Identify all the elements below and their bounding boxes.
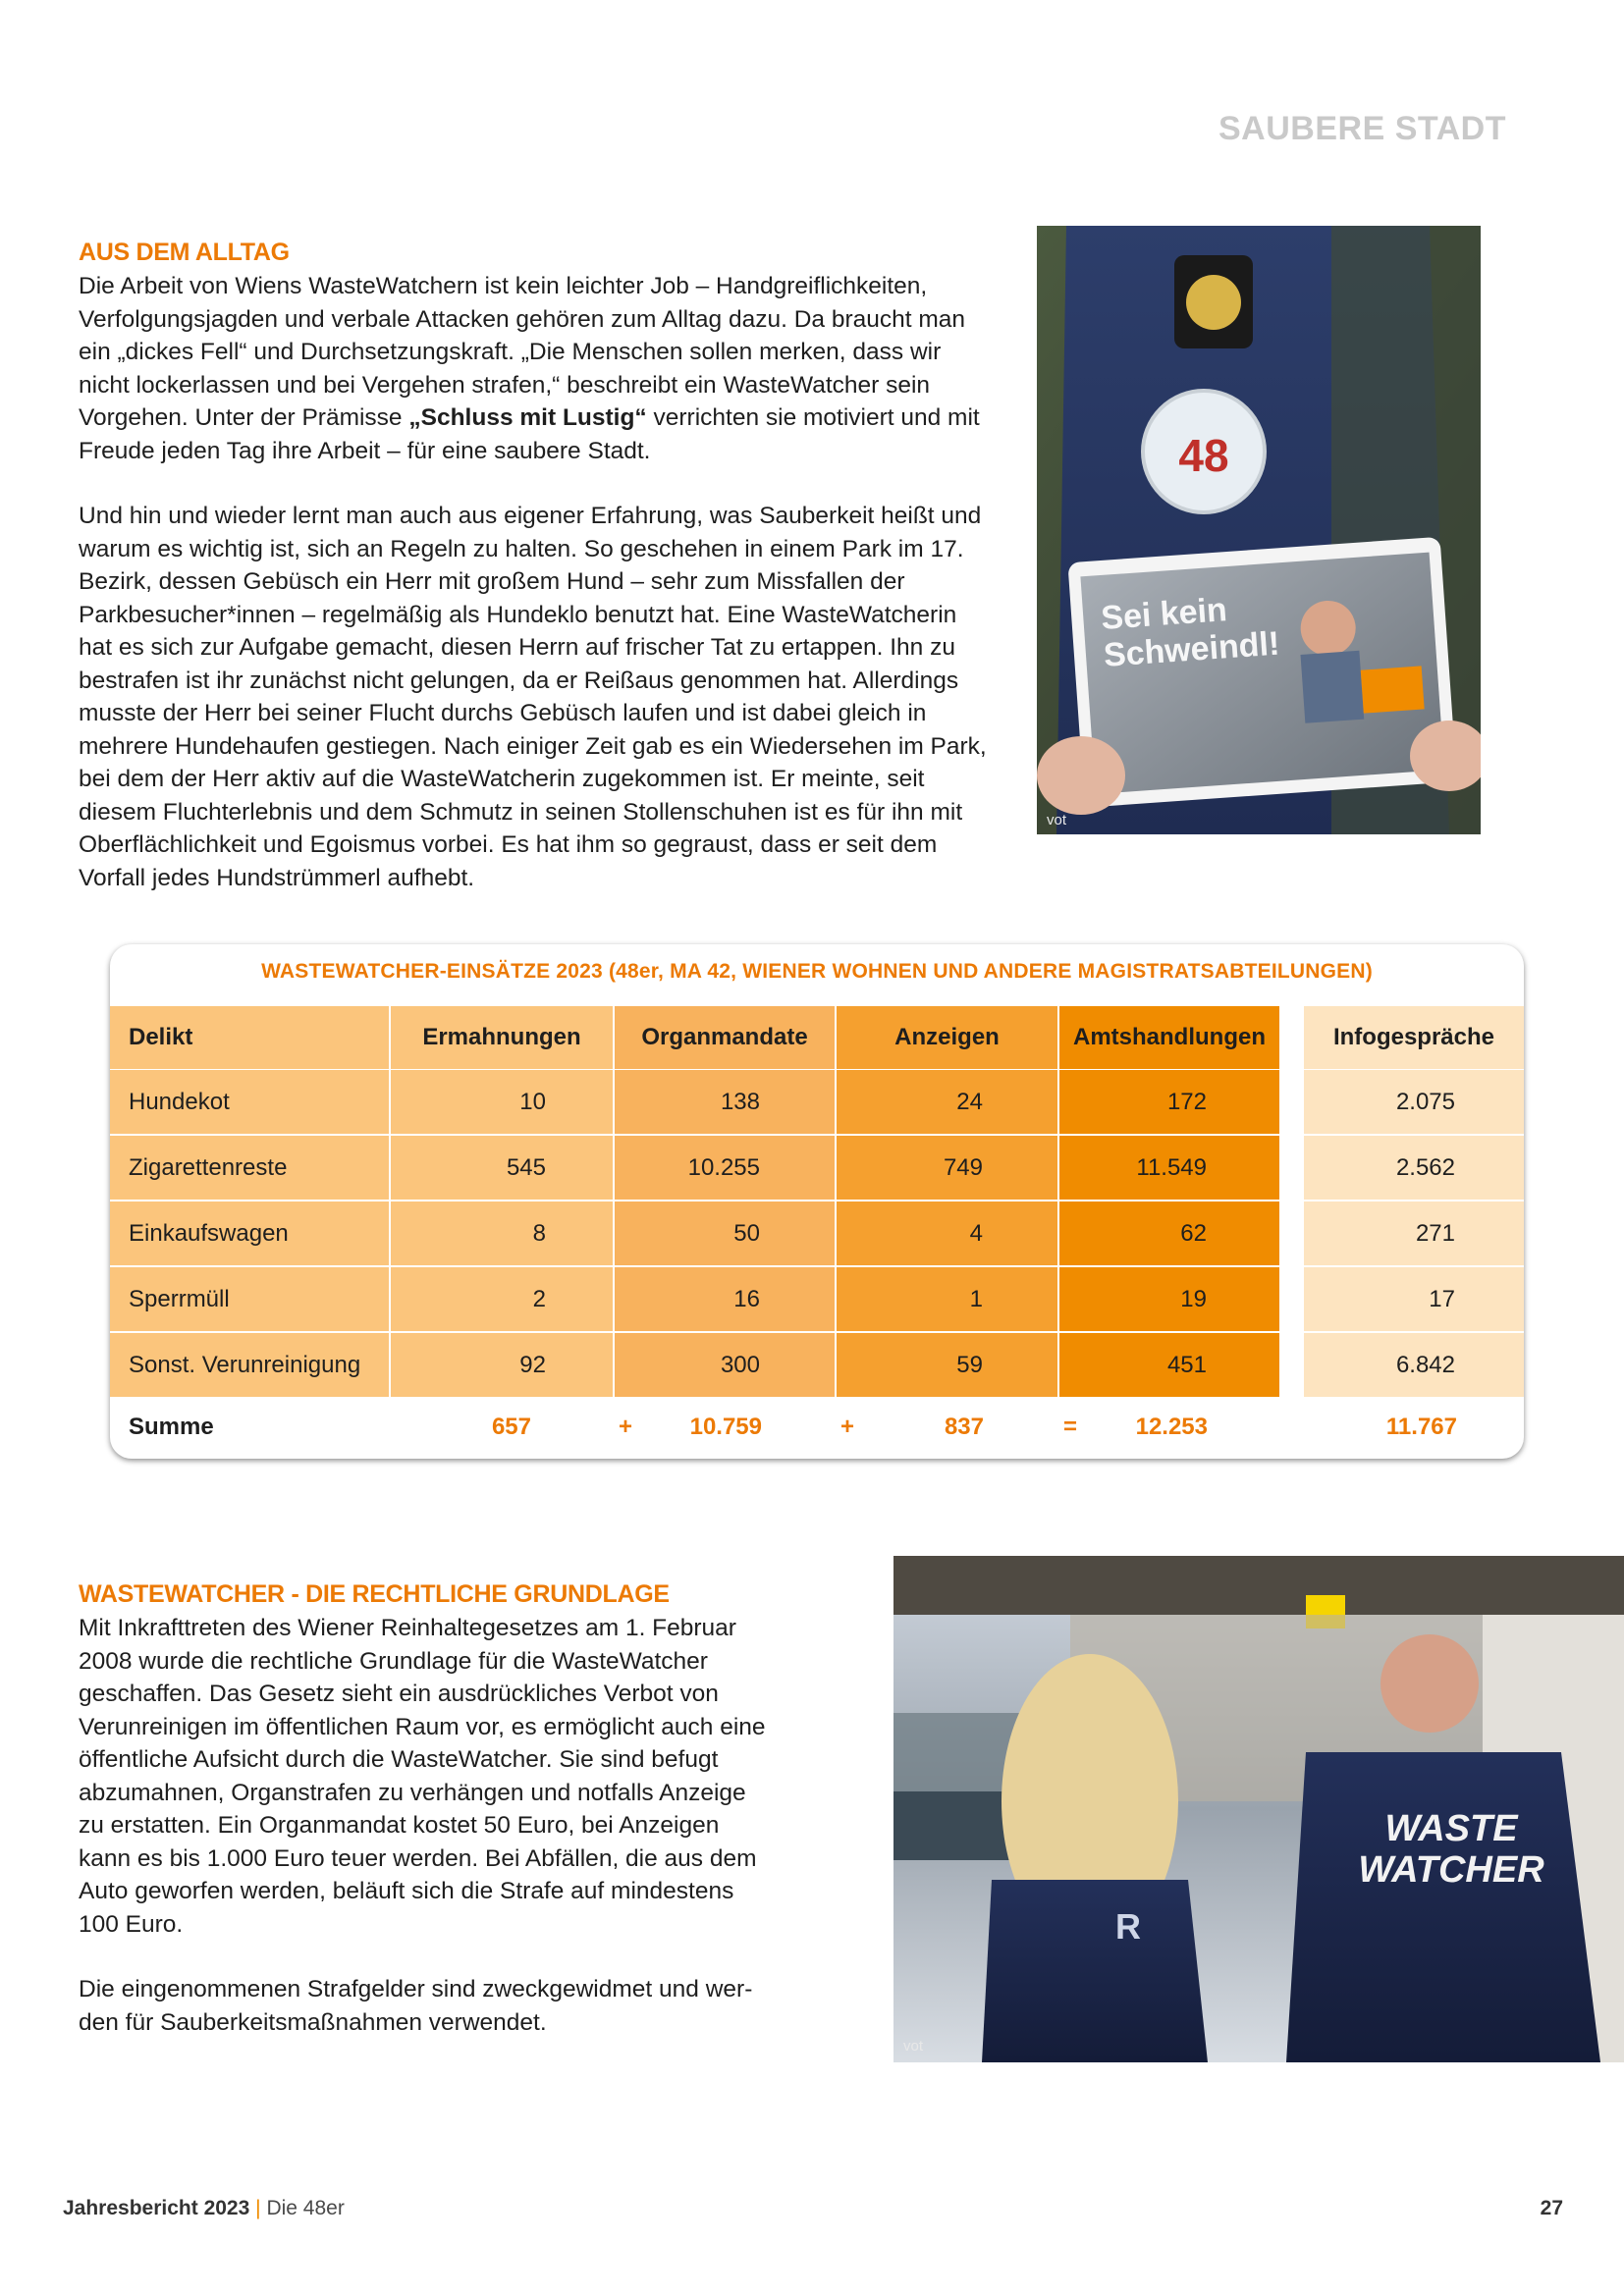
table-cell-ermahnungen: 545 xyxy=(391,1136,613,1200)
table-cell-infogespraeche: 2.075 xyxy=(1304,1070,1524,1134)
table-cell-anzeigen: 4 xyxy=(837,1201,1057,1265)
sum-plus-1: + xyxy=(618,1414,632,1440)
table-cell-ermahnungen: 2 xyxy=(391,1267,613,1331)
table-cell-ermahnungen: 10 xyxy=(391,1070,613,1134)
sum-amtshandlungen: 12.253 xyxy=(1135,1414,1208,1440)
table-header-ermahnungen: Ermahnungen xyxy=(391,1006,613,1069)
table-header-delikt: Delikt xyxy=(110,1006,389,1069)
sum-plus-2: + xyxy=(839,1414,854,1440)
motto: „Schluss mit Lustig“ xyxy=(408,404,647,431)
section1-paragraph-2: Und hin und wieder lernt man auch aus eigener Erfahrung, was Sauberkeit heißt und warum es wichtig ist, sich an Regeln zu halten. So geschehen in einem Park im 17. Bezirk, dessen Gebüsch ein Herr mit großem Hund – sehr zum Missfallen der Parkbesucher*innen – regelmäßig als Hundeklo benutzt hat. Eine WasteWatcherin hat es sich zur Aufgabe gemacht, diesen Herrn auf frischer Tat zu ertappen. Ihn zu bestrafen ist ihr zunächst nicht gelungen, da er Reißaus genommen hat. Allerdings musste der Herr bei seiner Flucht durchs Gebüsch laufen und ist dabei gleich in mehrere Hundehaufen gestiegen. Nach einiger Zeit gab es ein Wiedersehen im Park, bei dem der Herr aktiv auf die WasteWatcherin zugekommen ist. Er meinte, seit diesem Fluchterlebnis und dem Schmutz in seinen Stollenschuhen ist es für ihn mit Oberflächlichkeit und Egoismus vorbei. Es hat ihm so gegraust, dass er seit dem Vorfall jedes Hundstrümmerl aufhebt. xyxy=(79,503,987,891)
jacket-text-line-1: WASTE xyxy=(1384,1808,1518,1849)
photo-wastewatcher-flyer xyxy=(1037,226,1481,834)
table-cell-organmandate: 50 xyxy=(615,1201,835,1265)
sum-infogespraeche: 11.767 xyxy=(1385,1414,1457,1440)
svg-text:Schweindl!: Schweindl! xyxy=(1102,624,1281,674)
footer-publisher: Die 48er xyxy=(266,2197,345,2219)
jacket-partial-text: R xyxy=(1115,1906,1141,1947)
footer-left xyxy=(63,2197,345,2220)
table-cell-infogespraeche: 17 xyxy=(1304,1267,1524,1331)
section2-paragraph-1: Mit Inkrafttreten des Wiener Reinhaltegesetzes am 1. Februar 2008 wurde die rechtliche Grundlage für die WasteWatcher geschaffen. Das Gesetz sieht ein ausdrückliches Verbot von Verunreinigen im öffentlichen Raum vor, es ermöglicht auch eine öffentliche Aufsicht durch die WasteWatcher. Sie sind befugt abzumahnen, Organstrafen zu verhängen und notfalls Anzeige zu erstatten. Ein Organmandat kostet 50 Euro, bei Anzeigen kann es bis 1.000 Euro teuer werden. Bei Abfällen, die aus dem Auto geworfen werden, beläuft sich die Strafe auf mindestens 100 Euro. xyxy=(79,1615,766,1938)
photo1-credit: vot xyxy=(1047,812,1067,828)
page-number: 27 xyxy=(1540,2197,1563,2219)
table-cell-infogespraeche: 2.562 xyxy=(1304,1136,1524,1200)
table-cell-anzeigen: 59 xyxy=(837,1333,1057,1397)
table-cell-organmandate: 300 xyxy=(615,1333,835,1397)
table-cell-delikt: Sonst. Verunreinigung xyxy=(110,1333,389,1397)
table-cell-delikt: Einkaufswagen xyxy=(110,1201,389,1265)
table-header-organmandate: Organmandate xyxy=(615,1006,835,1069)
table-cell-organmandate: 138 xyxy=(615,1070,835,1134)
section2-paragraph-2: Die eingenommenen Strafgelder sind zweckgewidmet und werden für Sauberkeitsmaßnahmen verwendet. xyxy=(79,1976,753,2036)
table-cell-amtshandlungen: 11.549 xyxy=(1059,1136,1279,1200)
jacket-text-line-2: WATCHER xyxy=(1358,1849,1544,1891)
wastewatcher-table xyxy=(110,944,1524,1459)
photo2-credit: vot xyxy=(903,2038,924,2055)
table-title: WASTEWATCHER-EINSÄTZE 2023 (48er, MA 42, WIENER WOHNEN UND ANDERE MAGISTRATSABTEILUNGEN) xyxy=(261,960,1373,983)
table-cell-anzeigen: 749 xyxy=(837,1136,1057,1200)
table-header-amtshandlungen: Amtshandlungen xyxy=(1059,1006,1279,1069)
section-tag: SAUBERE STADT xyxy=(1218,110,1506,147)
heading-rechtliche-grundlage: WASTEWATCHER - DIE RECHTLICHE GRUNDLAGE xyxy=(79,1580,670,1608)
photo-wastewatchers-walking-image xyxy=(893,1556,1624,2062)
table-cell-infogespraeche: 6.842 xyxy=(1304,1333,1524,1397)
table-cell-anzeigen: 24 xyxy=(837,1070,1057,1134)
sum-ermahnungen: 657 xyxy=(491,1414,531,1440)
sum-label: Summe xyxy=(129,1414,214,1440)
table-header-infogespraeche: Infogespräche xyxy=(1304,1006,1524,1069)
sum-equals: = xyxy=(1062,1414,1077,1440)
svg-text:Sei kein: Sei kein xyxy=(1100,591,1228,638)
sum-anzeigen: 837 xyxy=(944,1414,984,1440)
table-cell-delikt: Hundekot xyxy=(110,1070,389,1134)
table-cell-anzeigen: 1 xyxy=(837,1267,1057,1331)
table-header-anzeigen: Anzeigen xyxy=(837,1006,1057,1069)
heading-aus-dem-alltag: AUS DEM ALLTAG xyxy=(79,239,290,266)
svg-text:48: 48 xyxy=(1178,430,1229,481)
sum-organmandate: 10.759 xyxy=(689,1414,762,1440)
table-cell-infogespraeche: 271 xyxy=(1304,1201,1524,1265)
photo-wastewatcher-flyer-image xyxy=(1037,226,1481,834)
photo-wastewatchers-walking xyxy=(893,1556,1624,2062)
table-cell-organmandate: 10.255 xyxy=(615,1136,835,1200)
footer-separator: | xyxy=(255,2197,261,2219)
section1-paragraph-1: Die Arbeit von Wiens WasteWatchern ist kein leichter Job – Handgreiflichkeiten, Verfolgungsjagden und verbale Attacken gehören zum Alltag dazu. Da braucht man ein „dickes Fell“ und Durchsetzungskraft. „Die Menschen sollen merken, dass wir nicht lockerlassen und bei Vergehen strafen,“ beschreibt ein WasteWatcher sein Vorgehen. Unter der Prämisse „Schluss mit Lustig“ verrichten sie motiviert und mit Freude jeden Tag ihre Arbeit – für eine saubere Stadt. xyxy=(79,273,980,464)
table-cell-amtshandlungen: 62 xyxy=(1059,1201,1279,1265)
table-cell-ermahnungen: 8 xyxy=(391,1201,613,1265)
section2-text xyxy=(79,1612,766,2071)
section1-text xyxy=(79,270,992,927)
table-cell-delikt: Zigarettenreste xyxy=(110,1136,389,1200)
table-cell-amtshandlungen: 451 xyxy=(1059,1333,1279,1397)
table-cell-amtshandlungen: 19 xyxy=(1059,1267,1279,1331)
table-cell-delikt: Sperrmüll xyxy=(110,1267,389,1331)
table-cell-ermahnungen: 92 xyxy=(391,1333,613,1397)
footer-report: Jahresbericht 2023 xyxy=(63,2197,250,2219)
table-cell-organmandate: 16 xyxy=(615,1267,835,1331)
table-cell-amtshandlungen: 172 xyxy=(1059,1070,1279,1134)
